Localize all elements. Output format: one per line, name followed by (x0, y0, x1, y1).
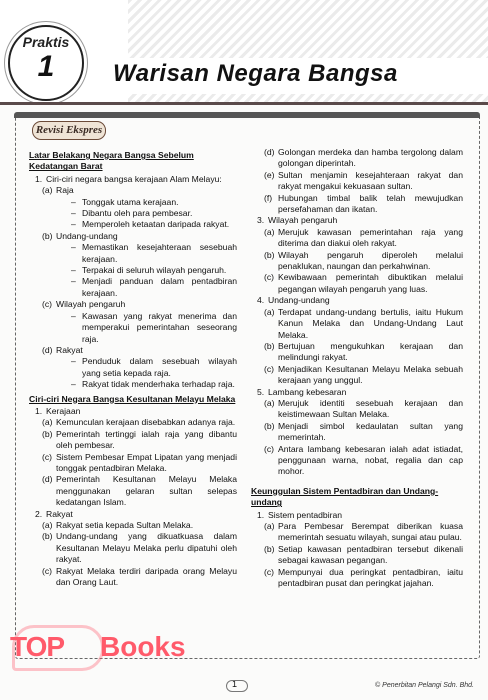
list-text: Mempunyai dua peringkat pentadbiran, iaitu pentadbiran pusat dan peringkat jajahan. (278, 566, 463, 589)
list-text: Sistem Pembesar Empat Lipatan yang menjadi tonggak pentadbiran Melaka. (56, 451, 237, 473)
list-item (251, 341, 463, 364)
list-marker: (b) (264, 340, 275, 351)
list-text: Memastikan kesejahteraan sesebuah kerajaan. (82, 242, 237, 264)
list-text: Merujuk identiti sesebuah kerajaan dan keistimewaan Sultan Melaka. (278, 397, 463, 420)
list-item (29, 566, 237, 589)
list-item (251, 387, 463, 398)
list-marker: 1. (35, 173, 43, 184)
list-item (251, 364, 463, 387)
list-text: Rakyat (56, 344, 83, 355)
list-marker: – (71, 208, 76, 219)
list-text: Tonggak utama kerajaan. (82, 196, 179, 207)
list-item (251, 444, 463, 478)
list-item (251, 193, 463, 216)
list-text: Para Pembesar Berempat diberikan kuasa memerintah sesuatu wilayah, sungai atau pulau. (278, 521, 463, 543)
list-item (29, 208, 237, 219)
chapter-header (0, 0, 488, 103)
section-heading: Latar Belakang Negara Bangsa Sebelum Kedatangan Barat (29, 150, 194, 172)
list-marker: (b) (42, 531, 53, 542)
list-item (251, 250, 463, 273)
list-text: Rakyat tidak menderhaka terhadap raja. (82, 379, 235, 390)
list-text: Kawasan yang rakyat menerima dan memperakui pemerintahan seseorang raja. (82, 310, 237, 344)
list-marker: (c) (42, 451, 53, 462)
section-heading: Keunggulan Sistem Pentadbiran dan Undang-undang (251, 485, 439, 508)
list-marker: (c) (264, 363, 275, 374)
list-marker: 3. (257, 215, 265, 226)
list-text: Menjadikan Kesultanan Melayu Melaka sebuah kerajaan yang unggul. (278, 363, 463, 386)
badge-label: Praktis (22, 34, 70, 50)
section-heading: Ciri-ciri Negara Bangsa Kesultanan Melayu Melaka (29, 393, 236, 404)
list-marker: – (71, 356, 76, 367)
list-text: Pemerintah Kesultanan Melayu Melaka menggunakan gelaran sultan selepas kedatangan Islam. (56, 474, 237, 508)
list-marker: – (71, 276, 76, 287)
list-marker: 5. (257, 386, 265, 397)
list-text: Pemerintah tertinggi ialah raja yang dibantu oleh pembesar. (56, 428, 237, 451)
list-item (29, 452, 237, 475)
list-text: Undang-undang (268, 295, 330, 306)
list-text: Rakyat Melaka terdiri daripada orang Melayu dan Orang Laut. (56, 565, 237, 588)
list-item (251, 295, 463, 306)
list-item (251, 398, 463, 421)
list-text: Menjadi panduan dalam pentadbiran kerajaan. (82, 276, 237, 298)
list-marker: 2. (35, 508, 43, 519)
list-marker: – (71, 379, 76, 390)
list-marker: 1. (257, 509, 265, 520)
spacer (251, 478, 463, 483)
logo-word-top: TOP (10, 631, 65, 662)
list-item (29, 379, 237, 390)
list-item (29, 299, 237, 310)
list-item (29, 406, 237, 417)
copyright-notice: © Penerbitan Pelangi Sdn. Bhd. (375, 682, 474, 689)
list-item (251, 147, 463, 170)
list-text: Bertujuan mengukuhkan kerajaan dan melindungi rakyat. (278, 340, 463, 363)
list-text: Penduduk dalam sesebuah wilayah yang setia kepada raja. (82, 356, 237, 378)
list-item (251, 521, 463, 544)
list-item (251, 170, 463, 193)
list-marker: (a) (264, 521, 275, 531)
list-text: Terpakai di seluruh wilayah pengaruh. (82, 265, 227, 276)
page-number: 1 (232, 679, 238, 689)
list-item (251, 421, 463, 444)
list-marker: – (71, 242, 76, 253)
revision-box-top-edge (14, 112, 480, 118)
list-marker: (e) (264, 169, 275, 180)
list-item (251, 510, 463, 521)
list-item (29, 219, 237, 230)
list-marker: (a) (42, 520, 53, 530)
list-text: Raja (56, 185, 74, 196)
list-text: Sultan menjamin kesejahteraan rakyat dan rakyat mengakui kekuasaan sultan. (278, 169, 463, 192)
list-item (29, 231, 237, 242)
list-item (29, 311, 237, 345)
list-text: Lambang kebesaran (268, 386, 347, 397)
list-item (29, 531, 237, 565)
list-text: Rakyat setia kepada Sultan Melaka. (56, 520, 194, 530)
list-text: Rakyat (46, 508, 73, 519)
left-column (29, 147, 237, 588)
list-text: Hubungan timbal balik telah mewujudkan persefahaman dan ikatan. (278, 192, 463, 215)
badge-number: 1 (37, 50, 55, 83)
list-marker: (d) (42, 344, 53, 355)
list-text: Wilayah pengaruh diperoleh melalui penaklukan, naungan dan perkahwinan. (278, 249, 463, 272)
list-marker: (c) (264, 272, 275, 283)
list-marker: (f) (264, 192, 273, 203)
list-text: Dibantu oleh para pembesar. (82, 208, 193, 219)
list-marker: (d) (264, 147, 275, 157)
list-marker: (a) (42, 185, 53, 196)
list-text: Kemunculan kerajaan disebabkan adanya raja. (56, 417, 236, 428)
list-item (29, 417, 237, 428)
list-marker: (b) (42, 230, 53, 241)
list-marker: 4. (257, 295, 265, 306)
list-item (29, 474, 237, 508)
right-column (251, 147, 463, 589)
chapter-title: Warisan Negara Bangsa (113, 60, 398, 87)
list-marker: – (71, 310, 76, 321)
list-marker: (a) (42, 417, 53, 428)
list-marker: (b) (264, 249, 275, 260)
list-item (251, 567, 463, 590)
list-item (29, 265, 237, 276)
list-item (29, 276, 237, 299)
list-marker: (c) (42, 565, 53, 576)
list-item (29, 356, 237, 379)
list-marker: (d) (42, 474, 53, 485)
list-text: Undang-undang yang dikuatkuasa dalam Kesultanan Melayu Melaka perlu dipatuhi oleh rakyat. (56, 531, 237, 565)
list-marker: (c) (42, 299, 53, 310)
list-marker: – (71, 196, 76, 207)
list-item (29, 429, 237, 452)
list-item (29, 174, 237, 185)
list-item (29, 345, 237, 356)
list-marker: (a) (264, 226, 275, 237)
list-item (29, 197, 237, 208)
list-item (29, 520, 237, 531)
list-text: Wilayah pengaruh (268, 215, 338, 226)
list-text: Memperoleh ketaatan daripada rakyat. (82, 219, 230, 230)
list-text: Wilayah pengaruh (56, 299, 126, 310)
list-item (251, 272, 463, 295)
list-marker: (c) (264, 566, 275, 577)
logo-word-books: Books (100, 631, 186, 662)
list-text: Terdapat undang-undang bertulis, iaitu Hukum Kanun Melaka dan Undang-Undang Laut Melaka. (278, 306, 463, 340)
list-item (29, 185, 237, 196)
list-marker: (c) (264, 443, 275, 454)
list-text: Setiap kawasan pentadbiran tersebut dikenali sebagai kawasan pegangan. (278, 543, 463, 566)
list-text: Golongan merdeka dan hamba tergolong dalam golongan diperintah. (278, 147, 463, 169)
list-item (251, 544, 463, 567)
list-text: Merujuk kawasan pemerintahan raja yang diterima dan diakui oleh rakyat. (278, 226, 463, 249)
list-marker: (a) (264, 306, 275, 317)
list-text: Kewibawaan pemerintah dibuktikan melalui pegangan wilayah pengaruh yang luas. (278, 272, 463, 294)
header-rule (0, 102, 488, 105)
list-marker: (b) (42, 428, 53, 439)
list-marker: – (71, 219, 76, 230)
list-item (29, 242, 237, 265)
list-marker: (b) (264, 420, 275, 431)
list-item (251, 307, 463, 341)
list-text: Antara lambang kebesaran ialah adat istiadat, penggunaan warna, nobat, regalia dan cap mohor. (278, 443, 463, 477)
list-text: Menjadi simbol kedaulatan sultan yang memerintah. (278, 420, 463, 443)
list-item (251, 215, 463, 226)
section-label: Revisi Ekspres (32, 121, 106, 140)
list-marker: 1. (35, 405, 43, 416)
list-marker: (b) (264, 543, 275, 554)
list-text: Ciri-ciri negara bangsa kerajaan Alam Melayu: (46, 173, 222, 184)
practice-badge (8, 25, 84, 101)
list-text: Sistem pentadbiran (268, 509, 343, 520)
list-text: Undang-undang (56, 230, 118, 241)
list-marker: – (71, 265, 76, 276)
list-text: Kerajaan (46, 405, 81, 416)
list-item (29, 509, 237, 520)
topbooks-watermark-logo (8, 617, 248, 677)
list-marker: (a) (264, 397, 275, 408)
list-item (251, 227, 463, 250)
